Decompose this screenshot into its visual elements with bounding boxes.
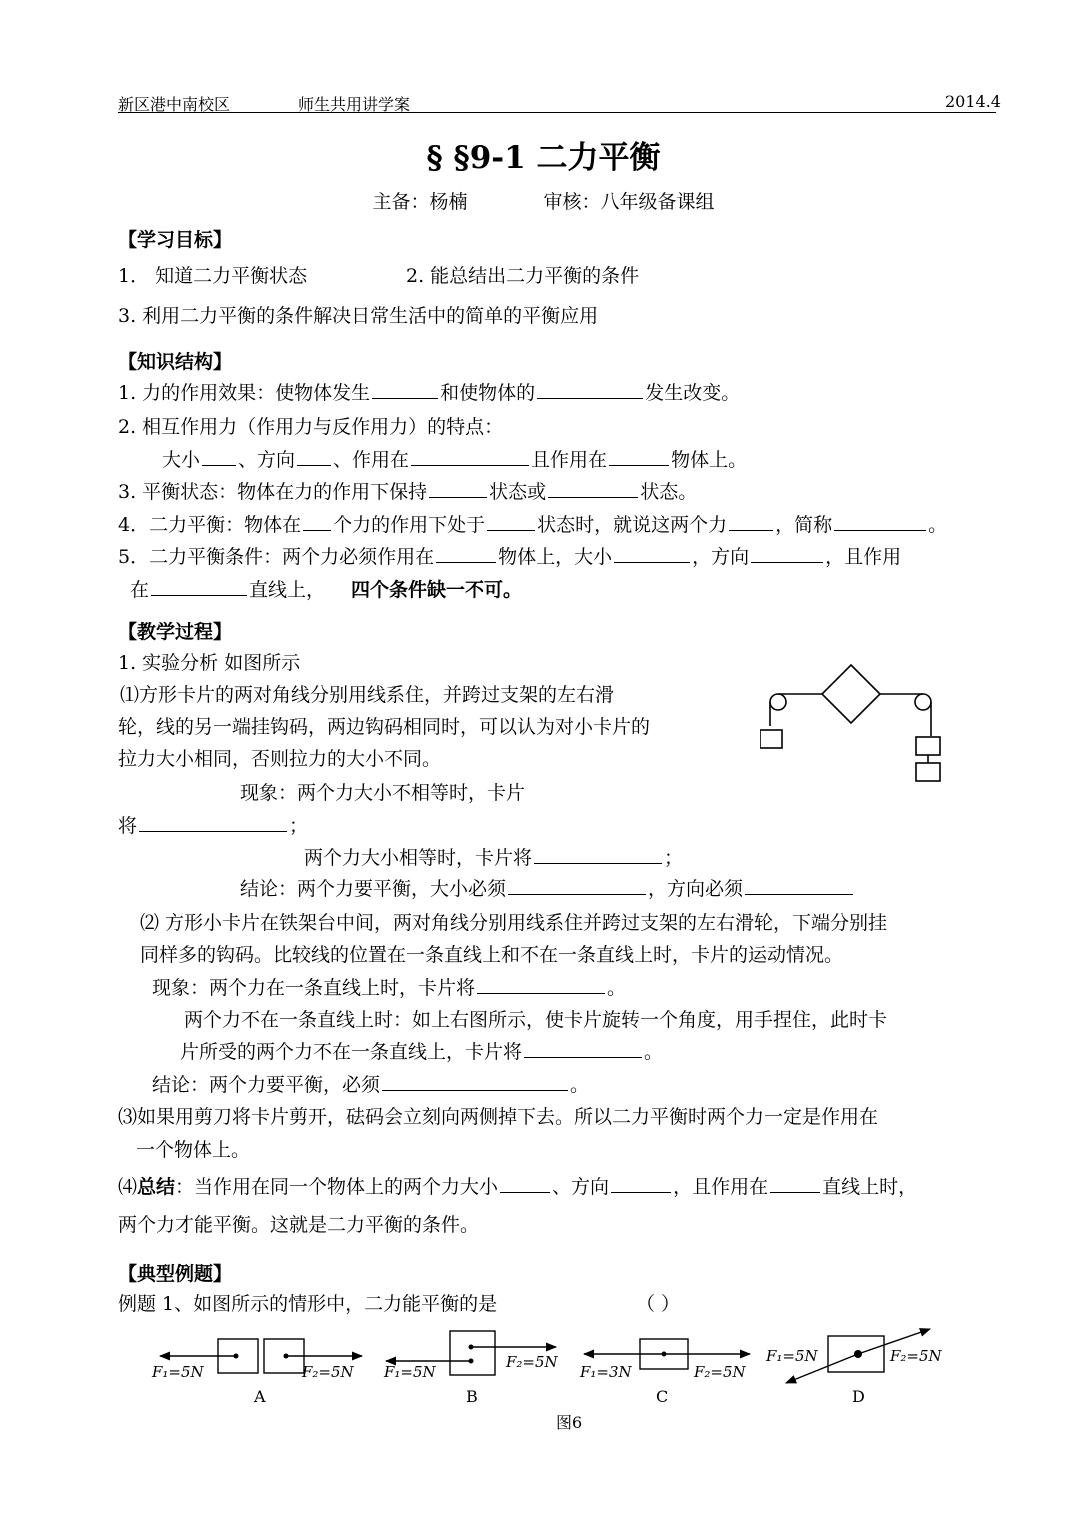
option-a-f1: F₁=5N bbox=[152, 1363, 204, 1381]
fill-blank[interactable] bbox=[751, 561, 823, 563]
fill-blank[interactable] bbox=[139, 830, 287, 832]
fill-blank[interactable] bbox=[537, 397, 643, 399]
force-options-figure bbox=[150, 1325, 960, 1440]
header-doc-type: 师生共用讲学案 bbox=[298, 95, 411, 114]
fill-blank[interactable] bbox=[297, 464, 331, 466]
option-b-f2: F₂=5N bbox=[506, 1353, 558, 1371]
example-question-1: 例题 1、如图所示的情形中，二力能平衡的是 bbox=[118, 1293, 498, 1315]
option-a-f2: F₂=5N bbox=[302, 1363, 354, 1381]
process-line: 轮，线的另一端挂钩码，两边钩码相同时，可以认为对小卡片的 bbox=[118, 716, 651, 738]
knowledge-line-7: 在 直线上， 四个条件缺一不可。 bbox=[130, 579, 523, 601]
author-review: 审核：八年级备课组 bbox=[543, 191, 715, 213]
fill-blank[interactable] bbox=[436, 561, 496, 563]
header-date: 2014.4 bbox=[945, 92, 1001, 111]
option-d-f1: F₁=5N bbox=[766, 1347, 818, 1365]
process-line: 两个力大小相等时，卡片将 ； bbox=[304, 847, 684, 869]
header-rule bbox=[118, 112, 996, 113]
option-c-f2: F₂=5N bbox=[694, 1363, 746, 1381]
fill-blank[interactable] bbox=[500, 1191, 550, 1193]
process-line: 两个力不在一条直线上时：如上右图所示，使卡片旋转一个角度，用手捏住，此时卡 bbox=[184, 1009, 888, 1031]
fill-blank[interactable] bbox=[745, 893, 853, 895]
fill-blank[interactable] bbox=[770, 1191, 820, 1193]
option-c-f1: F₁=3N bbox=[580, 1363, 632, 1381]
process-line: 拉力大小相同，否则拉力的大小不同。 bbox=[118, 748, 442, 770]
fill-blank[interactable] bbox=[729, 529, 773, 531]
fill-blank[interactable] bbox=[429, 496, 487, 498]
process-line: 将 ； bbox=[118, 815, 309, 837]
author-main: 主备：杨楠 bbox=[372, 191, 468, 213]
process-line: ⑵ 方形小卡片在铁架台中间，两对角线分别用线系住并跨过支架的左右滑轮，下端分别挂 bbox=[140, 912, 888, 934]
process-heading: 【教学过程】 bbox=[118, 621, 233, 643]
option-b-f1: F₁=5N bbox=[384, 1363, 436, 1381]
knowledge-line-2: 2. 相互作用力（作用力与反作用力）的特点： bbox=[118, 416, 504, 438]
process-line: 结论：两个力要平衡，必须 。 bbox=[152, 1074, 590, 1096]
goals-heading: 【学习目标】 bbox=[118, 229, 233, 251]
fill-blank[interactable] bbox=[372, 397, 438, 399]
option-a-label: A bbox=[254, 1387, 266, 1406]
fill-blank[interactable] bbox=[609, 464, 669, 466]
fill-blank[interactable] bbox=[834, 529, 926, 531]
knowledge-line-5: 4．二力平衡：物体在 个力的作用下处于 状态时，就说这两个力 ，简称 。 bbox=[118, 514, 948, 536]
process-summary: ⑷总结：当作用在同一个物体上的两个力大小 、方向 ，且作用在 直线上时， bbox=[118, 1176, 918, 1198]
author-line bbox=[0, 187, 1087, 214]
process-line: ⑴方形卡片的两对角线分别用线系住，并跨过支架的左右滑 bbox=[120, 684, 615, 706]
process-line: 同样多的钩码。比较线的位置在一条直线上和不在一条直线上时，卡片的运动情况。 bbox=[140, 944, 844, 966]
examples-heading: 【典型例题】 bbox=[118, 1263, 233, 1285]
knowledge-line-3: 大小 、方向 、作用在 且作用在 物体上。 bbox=[162, 449, 748, 471]
fill-blank[interactable] bbox=[487, 529, 535, 531]
goal-item-1: 1． 知道二力平衡状态 bbox=[118, 265, 308, 287]
knowledge-line-1: 1. 力的作用效果：使物体发生 和使物体的 发生改变。 bbox=[118, 382, 741, 404]
fill-blank[interactable] bbox=[202, 464, 236, 466]
page-title: § §9-1 二力平衡 bbox=[426, 140, 661, 176]
figure-caption: 图6 bbox=[556, 1413, 583, 1432]
fill-blank[interactable] bbox=[524, 1056, 642, 1058]
knowledge-line-6: 5．二力平衡条件：两个力必须作用在 物体上，大小 ，方向 ，且作用 bbox=[118, 546, 902, 568]
fill-blank[interactable] bbox=[611, 1191, 671, 1193]
fill-blank[interactable] bbox=[614, 561, 690, 563]
option-c-label: C bbox=[656, 1387, 669, 1406]
knowledge-heading: 【知识结构】 bbox=[118, 351, 233, 373]
option-d-label: D bbox=[852, 1387, 865, 1406]
process-line: 一个物体上。 bbox=[136, 1139, 251, 1161]
answer-bracket[interactable]: （ ） bbox=[636, 1293, 681, 1315]
fill-blank[interactable] bbox=[151, 594, 247, 596]
process-line: 结论：两个力要平衡，大小必须 ，方向必须 bbox=[240, 880, 855, 899]
fill-blank[interactable] bbox=[508, 893, 646, 895]
process-line: 现象：两个力在一条直线上时，卡片将 。 bbox=[152, 977, 627, 999]
process-line: 两个力才能平衡。这就是二力平衡的条件。 bbox=[118, 1214, 480, 1236]
goal-item-3: 3. 利用二力平衡的条件解决日常生活中的简单的平衡应用 bbox=[118, 305, 599, 327]
fill-blank[interactable] bbox=[477, 992, 605, 994]
header-school: 新区港中南校区 bbox=[118, 95, 231, 114]
fill-blank[interactable] bbox=[548, 496, 638, 498]
fill-blank[interactable] bbox=[411, 464, 529, 466]
fill-blank[interactable] bbox=[303, 529, 331, 531]
fill-blank[interactable] bbox=[382, 1089, 568, 1091]
process-line: ⑶如果用剪刀将卡片剪开，砝码会立刻向两侧掉下去。所以二力平衡时两个力一定是作用在 bbox=[118, 1106, 879, 1128]
option-d-f2: F₂=5N bbox=[890, 1347, 942, 1365]
goal-item-2: 2. 能总结出二力平衡的条件 bbox=[406, 265, 640, 287]
option-b-label: B bbox=[466, 1387, 478, 1406]
process-line: 现象：两个力大小不相等时，卡片 bbox=[240, 782, 526, 804]
pulley-apparatus-figure bbox=[760, 660, 950, 790]
knowledge-line-4: 3. 平衡状态：物体在力的作用下保持 状态或 状态。 bbox=[118, 481, 698, 503]
process-line: 片所受的两个力不在一条直线上，卡片将 。 bbox=[180, 1041, 664, 1063]
process-line: 1. 实验分析 如图所示 bbox=[118, 652, 301, 674]
fill-blank[interactable] bbox=[534, 862, 662, 864]
